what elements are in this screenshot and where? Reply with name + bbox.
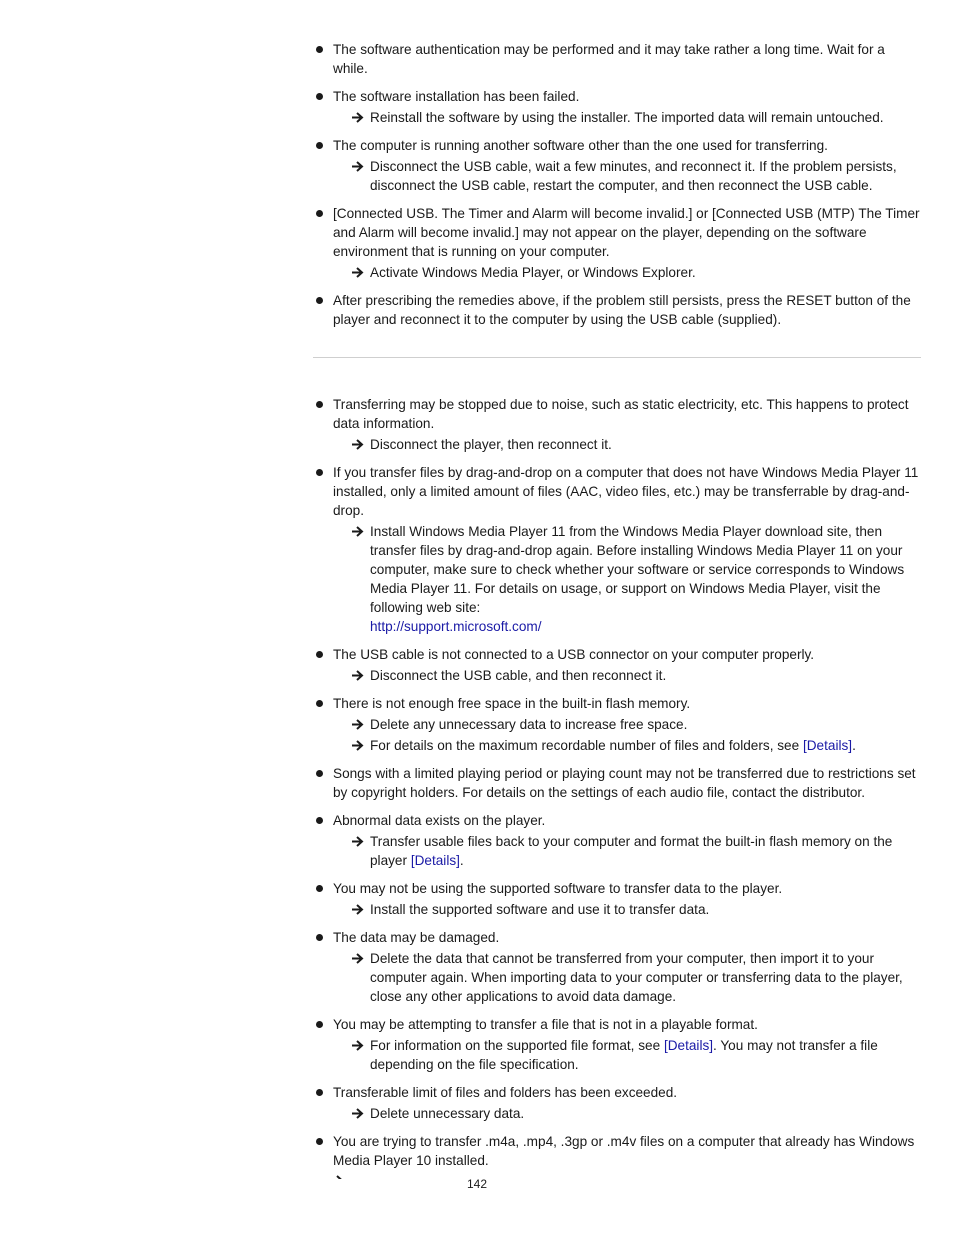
arrow-icon [351,522,365,541]
bullet-icon [316,1138,323,1145]
list-item [313,928,921,1006]
remedy-text: Delete unnecessary data. [370,1106,525,1121]
remedy-item [333,1104,921,1123]
remedy-text: Activate Windows Media Player, or Windows Explorer. [370,265,696,280]
remedy-text: Transfer usable files back to your computer and format the built-in flash memory on the player [370,834,893,868]
details-link[interactable]: [Details] [410,853,460,868]
remedy-item [333,900,921,919]
arrow-icon [351,1104,365,1123]
bullet-icon [316,93,323,100]
arrow-icon [351,736,365,755]
remedy-item [333,949,921,1006]
page-number: 142 [466,1177,488,1191]
bullet-icon [316,885,323,892]
item-text: Transferable limit of files and folders has been exceeded. [333,1085,678,1100]
arrow-icon [351,108,365,127]
item-text: The software installation has been failed. [333,89,580,104]
remedy-text: For details on the maximum recordable number of files and folders, see [370,738,803,753]
remedy-text: Reinstall the software by using the installer. The imported data will remain untouched. [370,110,884,125]
bullet-icon [316,700,323,707]
bullet-icon [316,651,323,658]
arrow-icon [351,263,365,282]
arrow-icon [351,715,365,734]
list-item [313,879,921,919]
item-text: Abnormal data exists on the player. [333,813,546,828]
arrow-icon [351,157,365,176]
item-text: The computer is running another software other than the one used for transferring. [333,138,828,153]
remedy-text: Delete the data that cannot be transferred from your computer, then import it to your computer again. When importing data to your computer or transferring data to the player, close any other applications to avoid data damage. [370,951,903,1004]
remedy-text: Disconnect the USB cable, wait a few minutes, and reconnect it. If the problem persists, disconnect the USB cable, restart the computer, and then reconnect the USB cable. [370,159,897,193]
remedy-text: Install Windows Media Player 11 from the Windows Media Player download site, then transfer files by drag-and-drop again. Before installing Windows Media Player 11 on your computer, make sure to check whether your software or service corresponds to Windows Media Player 11. For details on usage, or support on Windows Media Player, visit the following web site: [370,524,905,615]
bullet-icon [316,297,323,304]
item-text: The USB cable is not connected to a USB connector on your computer properly. [333,647,815,662]
remedy-item [333,715,921,734]
item-text: [Connected USB. The Timer and Alarm will become invalid.] or [Connected USB (MTP) The Timer and Alarm will become invalid.] may not appear on the player, depending on the software environment that is running on your computer. [333,206,920,259]
list-item [313,764,921,802]
arrow-icon [351,1036,365,1055]
item-text: You may not be using the supported software to transfer data to the player. [333,881,783,896]
bullet-icon [316,1089,323,1096]
remedy-item [333,522,921,636]
list-item [313,291,921,329]
item-text: You are trying to transfer .m4a, .mp4, .3gp or .m4v files on a computer that already has Windows Media Player 10 installed. [333,1134,915,1168]
remedy-text: Delete any unnecessary data to increase free space. [370,717,688,732]
remedy-item [333,108,921,127]
list-item [313,395,921,454]
details-link[interactable]: [Details] [663,1038,714,1053]
item-text: The data may be damaged. [333,930,500,945]
remedy-item [333,1036,921,1074]
section-transfer-issues [313,395,921,1179]
bullet-icon [316,934,323,941]
arrow-icon [351,832,365,851]
item-text: There is not enough free space in the built-in flash memory. [333,696,691,711]
support-url-link[interactable]: http://support.microsoft.com/ [370,619,542,634]
remedy-item [333,435,921,454]
remedy-text: Disconnect the player, then reconnect it. [370,437,612,452]
remedy-text: Install the supported software and use it to transfer data. [370,902,710,917]
bullet-icon [316,46,323,53]
remedy-item [333,666,921,685]
item-text: You may be attempting to transfer a file that is not in a playable format. [333,1017,758,1032]
bullet-icon [316,817,323,824]
item-text: The software authentication may be performed and it may take rather a long time. Wait for a while. [333,42,885,76]
arrow-icon [351,900,365,919]
remedy-text-after: . [459,853,464,868]
list-item [313,645,921,685]
remedy-item [333,263,921,282]
item-text: If you transfer files by drag-and-drop on a computer that does not have Windows Media Player 11 installed, only a limited amount of files (AAC, video files, etc.) may be transferrable by drag-and-drop. [333,465,919,518]
bullet-icon [316,770,323,777]
section-software-issues [313,40,921,338]
list-item [313,136,921,195]
list-item [313,204,921,282]
list-item [313,463,921,636]
item-text: Songs with a limited playing period or playing count may not be transferred due to restrictions set by copyright holders. For details on the settings of each audio file, contact the distributor. [333,766,916,800]
remedy-item [333,832,921,870]
remedy-text-after: . [852,738,856,753]
list-item [313,1083,921,1123]
arrow-icon [351,949,365,968]
list-item [313,694,921,755]
item-text: After prescribing the remedies above, if the problem still persists, press the RESET button of the player and reconnect it to the computer by using the USB cable (supplied). [333,293,911,327]
remedy-item [333,157,921,195]
bullet-icon [316,142,323,149]
remedy-item [333,736,921,755]
section-divider [313,357,921,358]
list-item [313,811,921,870]
remedy-text: For information on the supported file format, see [370,1038,664,1053]
item-text: Transferring may be stopped due to noise, such as static electricity, etc. This happens to protect data information. [333,397,909,431]
arrow-icon [351,435,365,454]
details-link[interactable]: [Details] [802,738,853,753]
list-item [313,1015,921,1074]
remedy-text: Disconnect the USB cable, and then reconnect it. [370,668,667,683]
remedy-text-after: . You may not transfer a file depending on the file specification. [370,1038,878,1072]
arrow-icon [351,666,365,685]
bullet-icon [316,401,323,408]
bullet-icon [316,1021,323,1028]
list-item [313,1132,921,1170]
list-item [313,87,921,127]
bullet-icon [316,210,323,217]
bullet-icon [316,469,323,476]
list-item [313,40,921,78]
